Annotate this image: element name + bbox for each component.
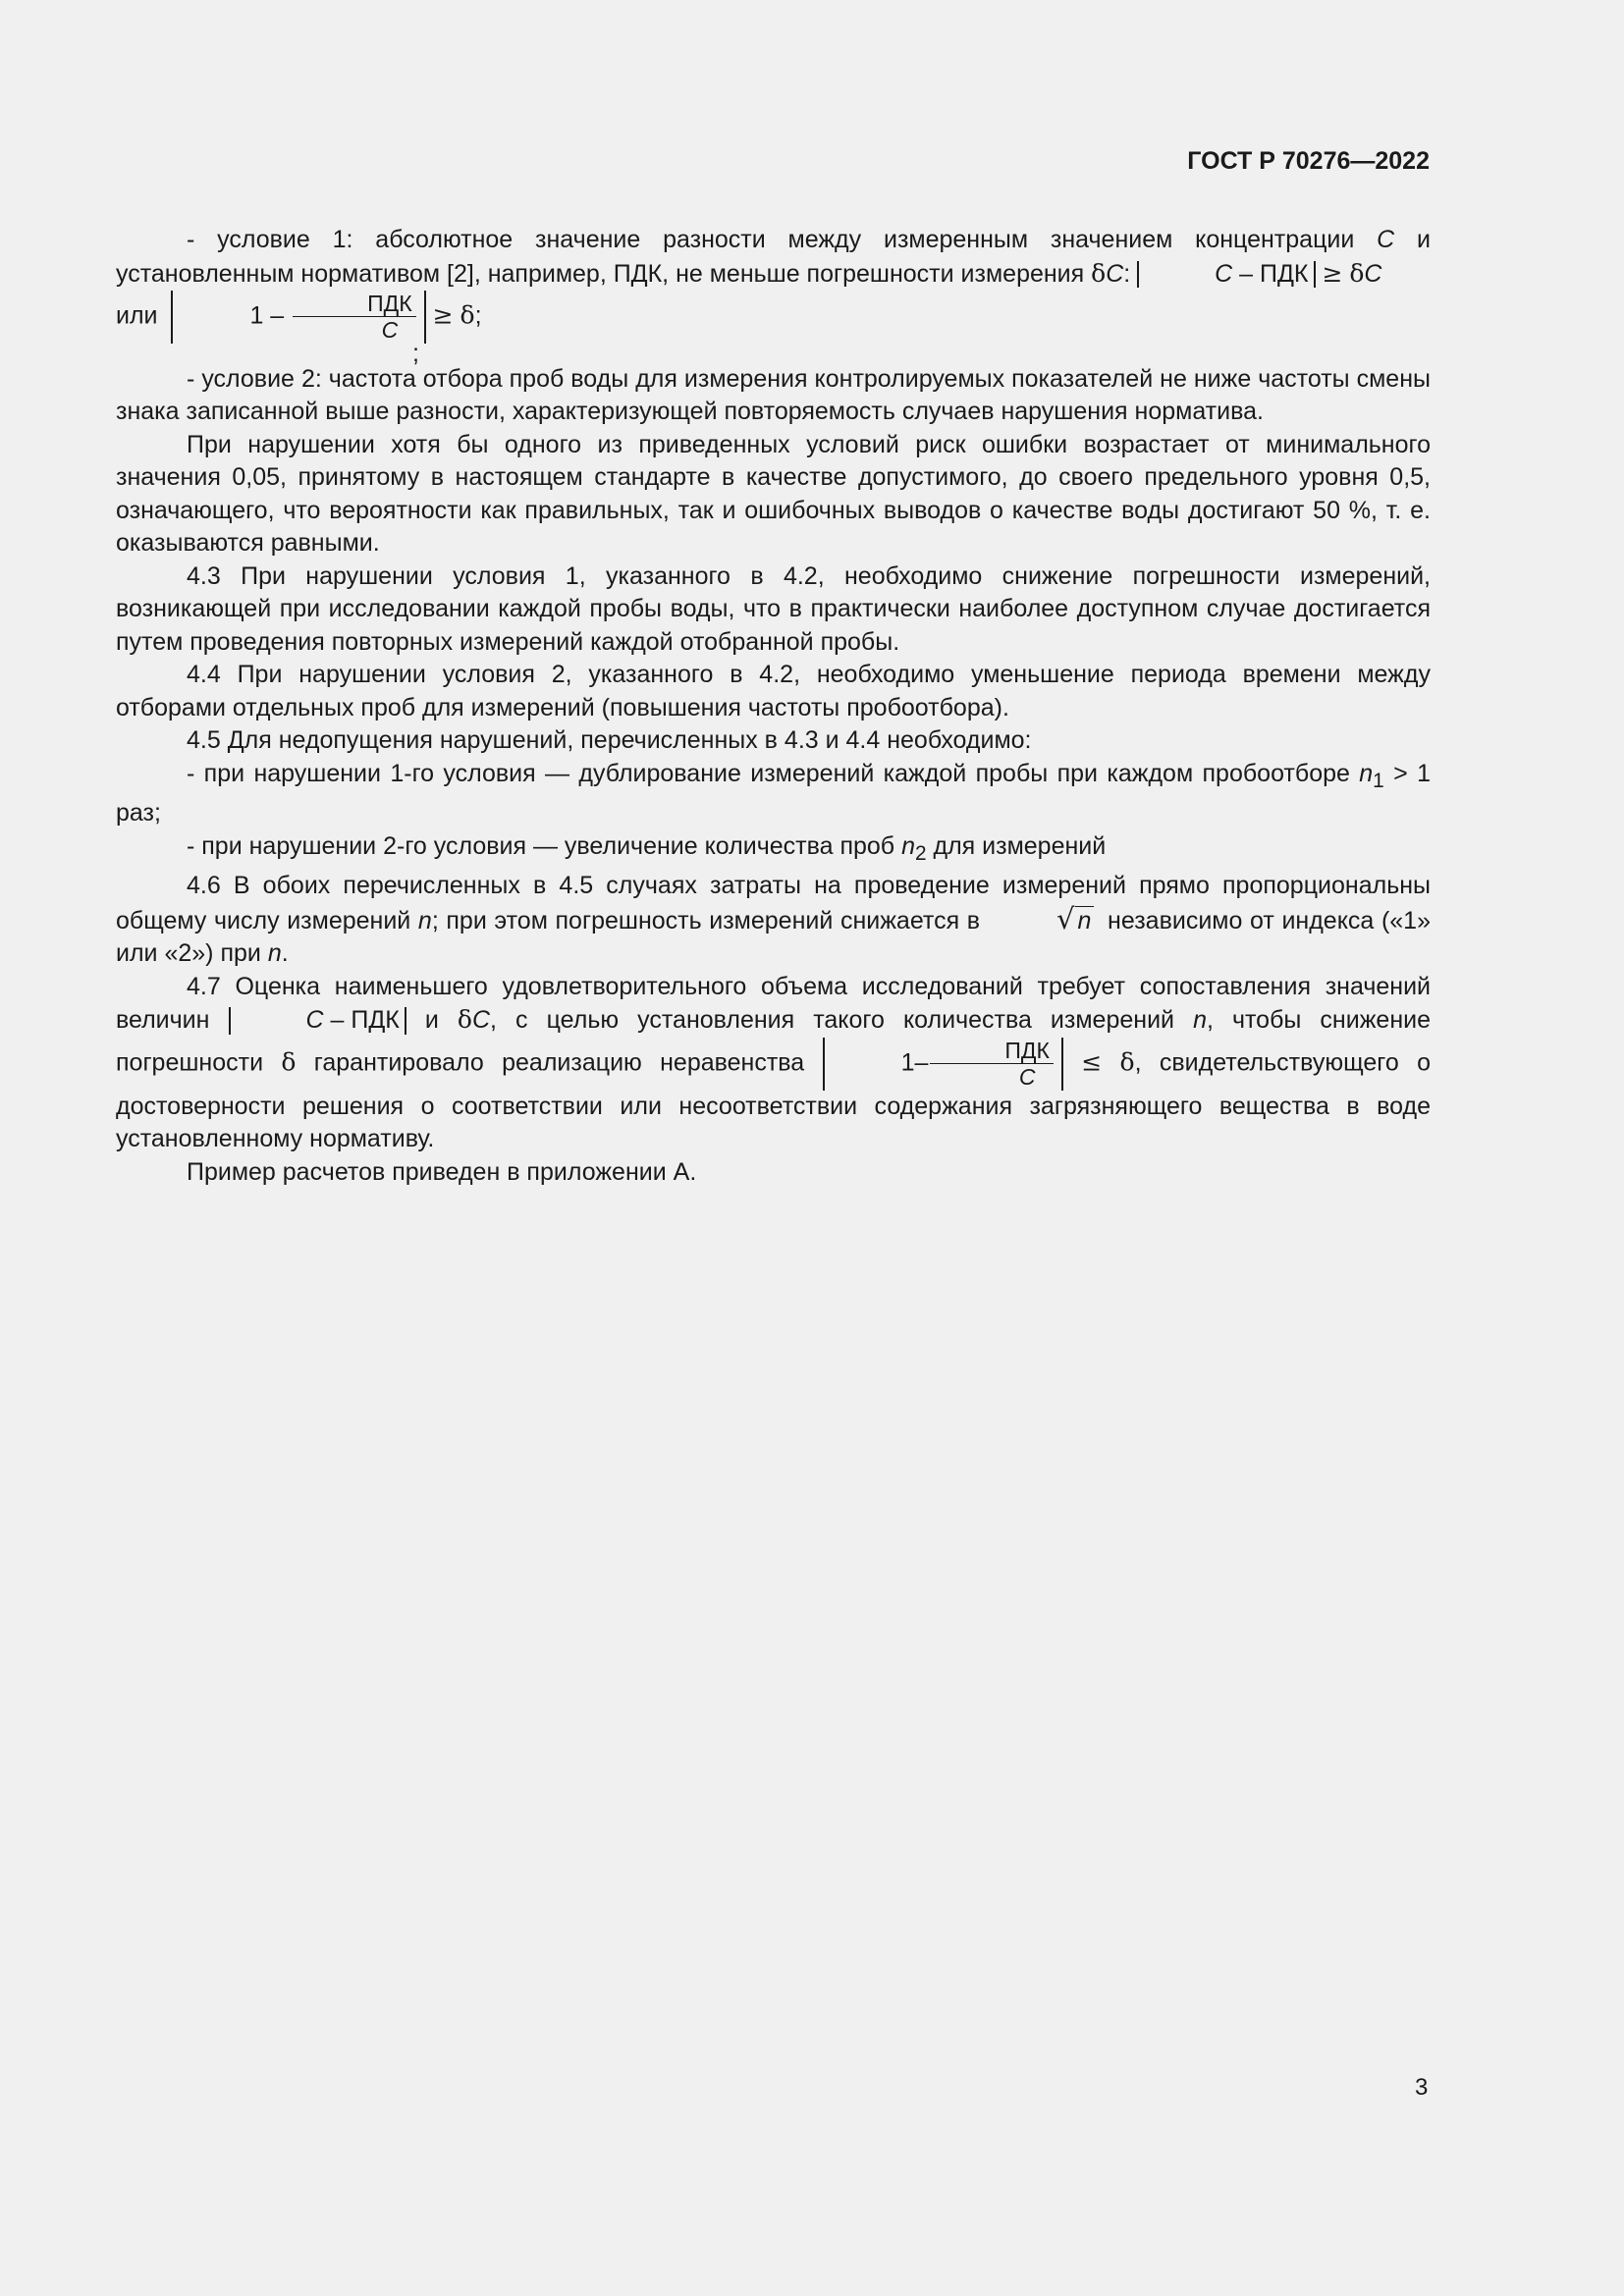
subscript-1: 1 (1373, 769, 1384, 792)
delta-symbol: δ (1119, 1047, 1135, 1077)
abs-value-expression (229, 1007, 406, 1035)
clause-4-7-text-d: гарантировало реализацию неравенства (296, 1048, 823, 1077)
n-symbol: n (901, 831, 915, 860)
clause-4-7 (116, 971, 1431, 1156)
n-symbol: n (267, 939, 282, 968)
pdk-term: – ПДК (323, 1006, 400, 1035)
and-word: и (406, 1006, 458, 1035)
clause-4-6-text-a: 4.6 В обоих перечисленных в 4.5 случаях затраты на проведение измерений прямо пропорциональны общему числу измерений (116, 872, 1431, 934)
period: . (281, 939, 289, 968)
fraction-numerator: ПДК (930, 1038, 1054, 1064)
concentration-symbol: C (1215, 259, 1233, 288)
fraction-denominator: C (381, 317, 399, 344)
condition-1-text-a: - условие 1: абсолютное значение разности между измеренным значением концентрации (187, 226, 1378, 253)
one-minus: 1– (900, 1048, 929, 1077)
n-symbol: n (417, 906, 432, 934)
delta-symbol: δ (460, 300, 475, 330)
one-minus: 1 – (249, 301, 292, 330)
clause-4-7-text-a: 4.7 Оценка наименьшего удовлетворительного объема исследований требует сопоставления значений величин (116, 972, 1431, 1035)
item-2-rest: для измерений (926, 831, 1107, 860)
clause-4-6-text-c: независимо от индекса («1» или «2») при (116, 906, 1431, 968)
condition-2: - условие 2: частота отбора проб воды для измерения контролируемых показателей не ниже частоты смены знака записанной выше разности, характеризующей повторяемость случаев нарушения норматива. (116, 364, 1431, 426)
clause-4-7-text-e: свидетельствующего о достоверности решения о соответствии или несоответствии содержания загрязняющего вещества в воде установленному нормативу. (116, 1048, 1431, 1153)
item-1-rest: > 1 раз; (116, 759, 1431, 828)
risk-paragraph: При нарушении хотя бы одного из приведенных условий риск ошибки возрастает от минимального значения 0,05, принятому в настоящем стандарте в качестве допустимого, до своего предельного уровня 0,5, означающего, что вероятности как правильных, так и ошибочных выводов о качестве воды достигают 50 %, т. е. оказываются равными. (116, 430, 1431, 558)
abs-value-expression (1137, 261, 1315, 289)
delta-symbol: δ (1091, 258, 1107, 288)
concentration-symbol: C (1364, 259, 1382, 288)
concentration-symbol: C (1377, 226, 1395, 253)
n-symbol: n (1193, 1006, 1207, 1035)
pdk-over-c-fraction (293, 291, 416, 344)
clause-4-6 (116, 870, 1431, 971)
clause-4-5: 4.5 Для недопущения нарушений, перечисленных в 4.3 и 4.4 необходимо: (187, 726, 1032, 755)
page-number: 3 (1415, 2074, 1429, 2101)
pdk-over-c-fraction (930, 1038, 1054, 1091)
or-word: или (116, 301, 158, 330)
fraction-denominator: C (1018, 1064, 1036, 1091)
clause-4-7-text-c: , чтобы снижение погрешности (116, 1006, 1431, 1077)
n-symbol: n (1359, 759, 1374, 787)
clause-4-5-item-1 (116, 758, 1431, 830)
document-code: ГОСТ Р 70276—2022 (1187, 147, 1430, 175)
condition-1-text-b: и установленным нормативом [2], например, ПДК, не меньше погрешности измерения (116, 226, 1431, 288)
body-text (116, 224, 1431, 1189)
concentration-symbol: C (305, 1006, 324, 1035)
clause-4-6-text-b: ; при этом погрешность измерений снижается в (431, 906, 981, 934)
comma: , (1134, 1048, 1142, 1077)
clause-4-7-text-b: , с целью установления такого количества измерений (490, 1006, 1194, 1035)
delta-symbol: δ (457, 1005, 472, 1035)
condition-1 (116, 224, 1431, 367)
sqrt-argument: n (1075, 906, 1095, 934)
item-1-text: - при нарушении 1-го условия — дублирование измерений каждой пробы при каждом пробоотборе (187, 759, 1360, 787)
geq-symbol: ≥ (432, 300, 454, 330)
abs-fraction-expression (171, 291, 425, 344)
sqrt-n-expression (986, 903, 1094, 938)
stray-semicolon: ; (412, 339, 419, 367)
clause-4-5-item-2 (116, 830, 1431, 871)
clause-4-3: 4.3 При нарушении условия 1, указанного в 4.2, необходимо снижение погрешности измерений, возникающей при исследовании каждой пробы воды, что в практически наиболее доступном случае достигается путем проведения повторных измерений каждой отобранной пробы. (116, 561, 1431, 656)
sqrt-sign: √ (1056, 901, 1075, 935)
geq-symbol: ≥ (1322, 258, 1343, 288)
colon: : (1123, 259, 1131, 288)
leq-symbol: ≤ (1081, 1047, 1103, 1077)
delta-symbol: δ (1349, 258, 1365, 288)
pdk-term: – ПДК (1232, 259, 1309, 288)
fraction-numerator: ПДК (293, 291, 416, 317)
semicolon: ; (474, 301, 482, 330)
concentration-symbol: C (471, 1006, 491, 1035)
subscript-2: 2 (914, 841, 927, 865)
example-reference: Пример расчетов приведен в приложении А. (187, 1157, 697, 1186)
abs-fraction-expression (823, 1038, 1063, 1091)
item-2-text: - при нарушении 2-го условия — увеличение количества проб (187, 831, 902, 860)
delta-symbol: δ (281, 1047, 297, 1077)
concentration-symbol: C (1106, 259, 1124, 288)
clause-4-4: 4.4 При нарушении условия 2, указанного в 4.2, необходимо уменьшение периода времени между отборами отдельных проб для измерений (повышения частоты пробоотбора). (116, 661, 1431, 721)
